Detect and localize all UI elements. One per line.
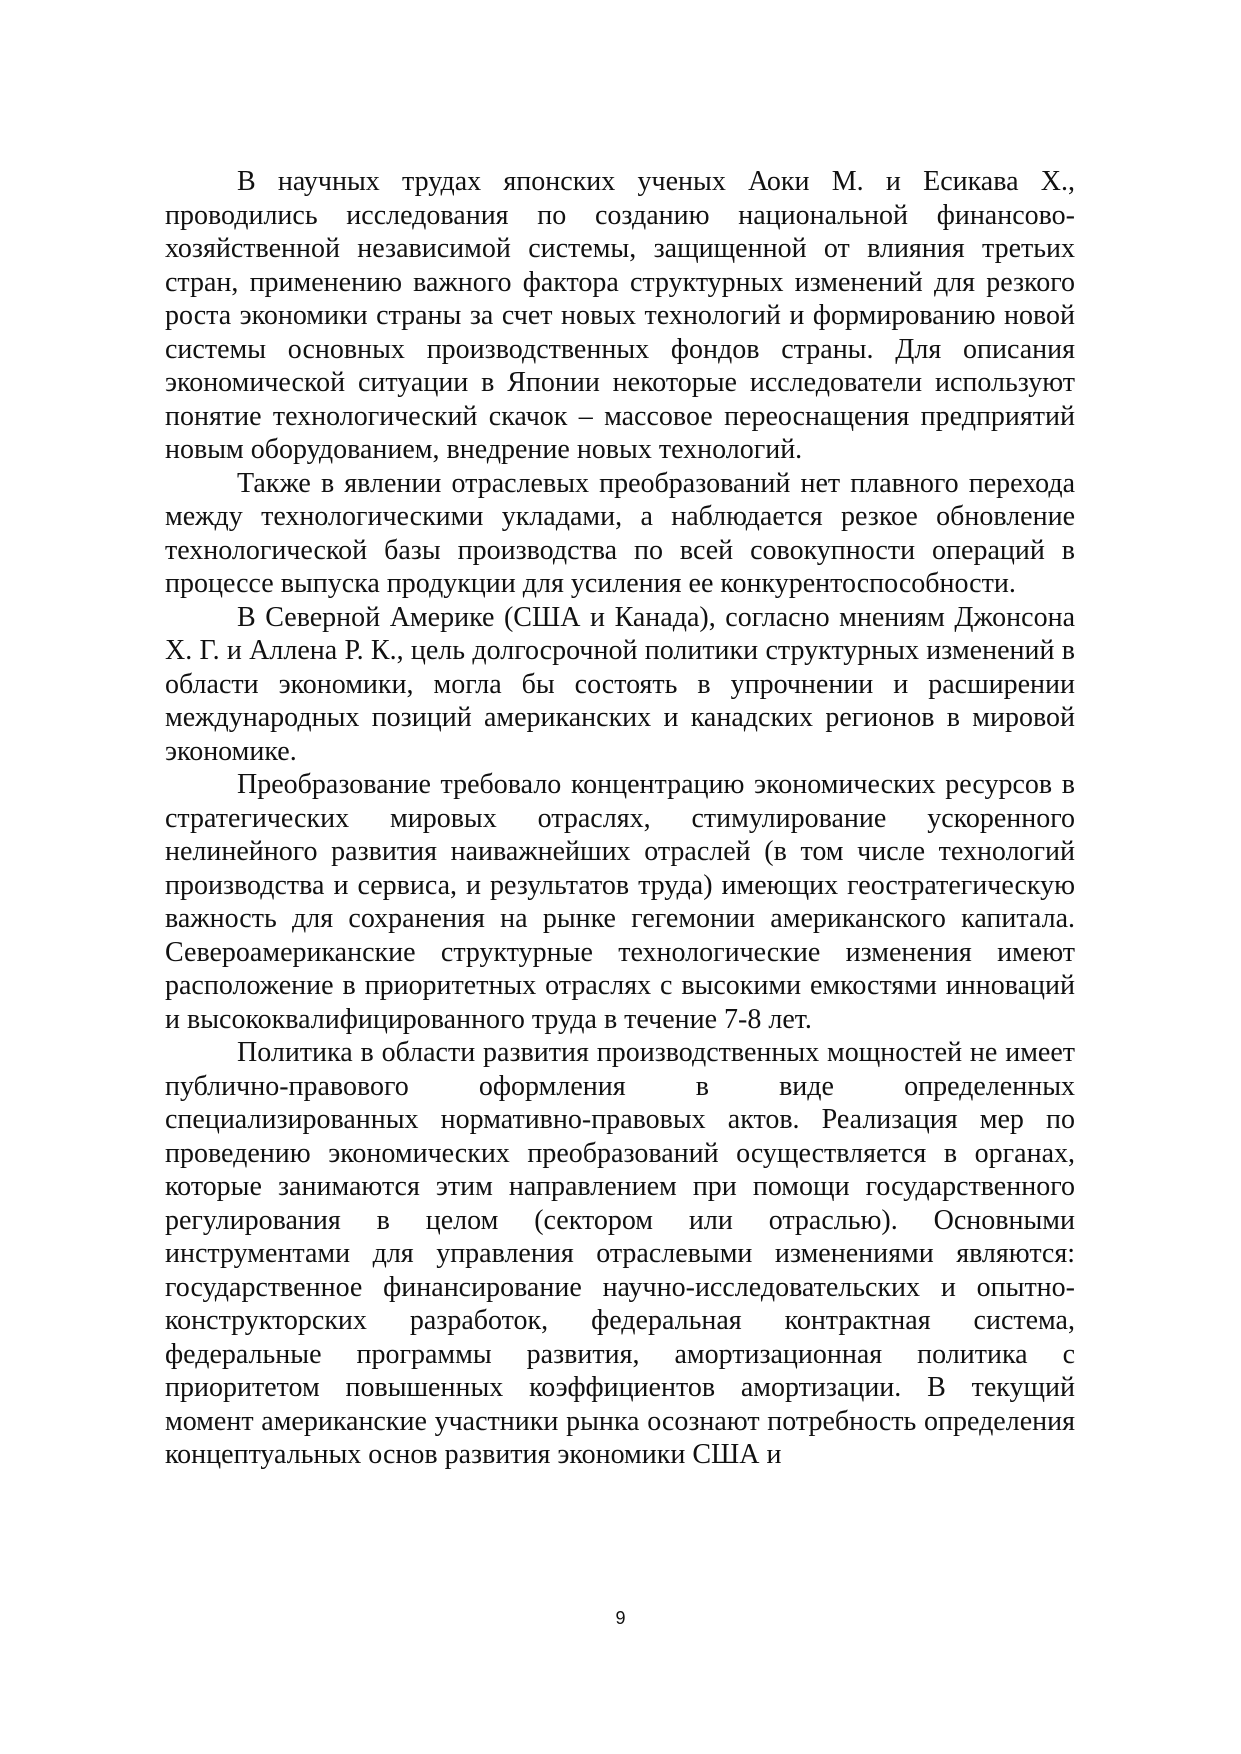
paragraph-production-policy: Политика в области развития производственных мощностей не имеет публично-правового оформления в виде определенных специализированных нормативно-правовых актов. Реализация мер по проведению экономических преобразований осуществляется в органах, которые занимаются этим направлением при помощи государственного регулирования в целом (сектором или отраслью). Основными инструментами для управления отраслевыми изменениями являются: государственное финансирование научно-исследовательских и опытно-конструкторских разработок, федеральная контрактная система, федеральные программы развития, амортизационная политика с приоритетом повышенных коэффициентов амортизации. В текущий момент американские участники рынка осознают потребность определения концептуальных основ развития экономики США и: [165, 1037, 1075, 1470]
paragraph-north-america: В Северной Америке (США и Канада), согласно мнениям Джонсона Х. Г. и Аллена Р. К., цель долгосрочной политики структурных изменений в области экономики, могла бы состоять в упрочнении и расширении международных позиций американских и канадских регионов в мировой экономике.: [165, 601, 1075, 767]
document-body: [165, 165, 1075, 1472]
page-number: 9: [615, 1608, 626, 1628]
paragraph-resource-concentration: Преобразование требовало концентрацию экономических ресурсов в стратегических мировых отраслях, стимулирование ускоренного нелинейного развития наиважнейших отраслей (в том числе технологий производства и сервиса, и результатов труда) имеющих геостратегическую важность для сохранения на рынке гегемонии американского капитала. Североамериканские структурные технологические изменения имеют расположение в приоритетных отраслях с высокими емкостями инноваций и высококвалифицированного труда в течение 7-8 лет.: [165, 769, 1075, 1035]
paragraph-japan-research: В научных трудах японских ученых Аоки М. и Есикава Х., проводились исследования по созданию национальной финансово-хозяйственной независимой системы, защищенной от влияния третьих стран, применению важного фактора структурных изменений для резкого роста экономики страны за счет новых технологий и формированию новой системы основных производственных фондов страны. Для описания экономической ситуации в Японии некоторые исследователи используют понятие технологический скачок – массовое переоснащения предприятий новым оборудованием, внедрение новых технологий.: [165, 166, 1075, 465]
paragraph-sector-transformation: Также в явлении отраслевых преобразований нет плавного перехода между технологическими укладами, а наблюдается резкое обновление технологической базы производства по всей совокупности операций в процессе выпуска продукции для усиления ее конкурентоспособности.: [165, 467, 1075, 599]
